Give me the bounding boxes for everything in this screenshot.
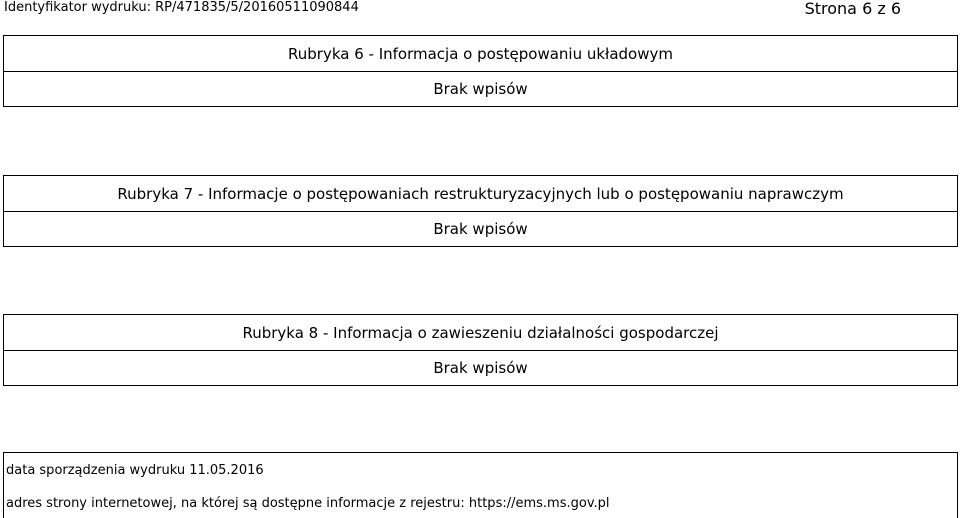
page-number: Strona 6 z 6 [804,0,901,18]
print-identifier: Identyfikator wydruku: RP/471835/5/20160511090844 [4,0,359,15]
print-date: data sporządzenia wydruku 11.05.2016 [6,463,264,478]
section-body: Brak wpisów [3,212,958,247]
section-title: Rubryka 8 - Informacja o zawieszeniu działalności gospodarczej [3,314,958,351]
section-rubryka-6 [3,35,958,107]
section-rubryka-8 [3,314,958,386]
print-footer [3,452,958,518]
section-rubryka-7 [3,175,958,247]
section-title: Rubryka 7 - Informacje o postępowaniach restrukturyzacyjnych lub o postępowaniu naprawczym [3,175,958,212]
section-body: Brak wpisów [3,351,958,386]
section-body: Brak wpisów [3,72,958,107]
section-title: Rubryka 6 - Informacja o postępowaniu układowym [3,35,958,72]
registry-website: adres strony internetowej, na której są dostępne informacje z rejestru: https://ems.ms.gov.pl [6,496,610,511]
